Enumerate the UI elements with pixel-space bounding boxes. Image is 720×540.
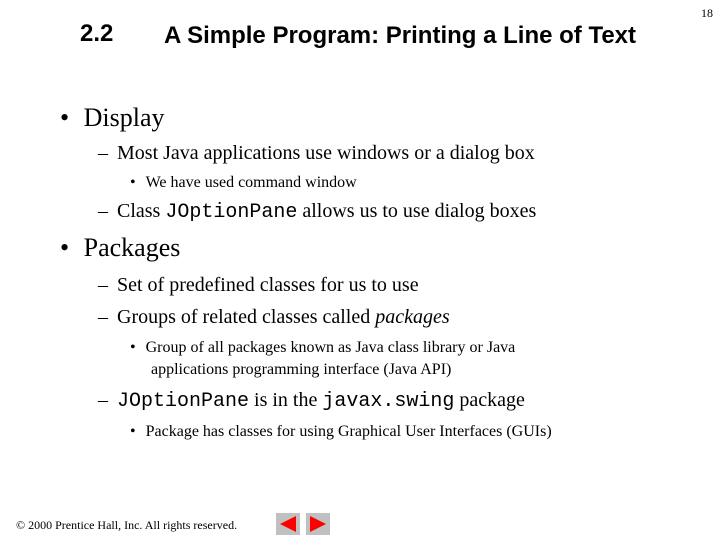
sub-sub-bullet-gui (130, 423, 552, 441)
sub-sub-bullet-command (130, 174, 357, 192)
left-triangle-icon (276, 513, 300, 535)
right-triangle-icon (306, 513, 330, 535)
sub-sub-bullet-java-api (130, 339, 515, 357)
text-groups: Groups of related classes called (117, 306, 376, 328)
dash: – (98, 306, 108, 328)
java-api-line1: Group of all packages known as Java class library or Java (145, 339, 516, 356)
bullet-display (60, 103, 165, 133)
dash: – (98, 274, 108, 296)
java-api-line2: applications programming interface (Java API) (151, 361, 452, 378)
copyright-footer: © 2000 Prentice Hall, Inc. All rights reserved. (16, 518, 238, 532)
sub-bullet-groups (98, 306, 450, 329)
code-joptionpane: JOptionPane (165, 201, 298, 224)
sub-sub-bullet-gui-text: Package has classes for using Graphical User Interfaces (GUIs) (145, 423, 552, 440)
code-joptionpane-2: JOptionPane (117, 390, 250, 413)
slide-title: A Simple Program: Printing a Line of Text (163, 22, 637, 49)
sub-bullet-windows (98, 142, 535, 165)
bullet-dot: • (130, 174, 136, 191)
code-javax-swing: javax.swing (322, 390, 455, 413)
text-dialog-boxes: allows us to use dialog boxes (297, 200, 537, 222)
page-number: 18 (701, 6, 713, 20)
bullet-dot: • (130, 339, 136, 356)
text-class: Class (117, 200, 166, 222)
sub-sub-bullet-command-text: We have used command window (145, 174, 357, 191)
bullet-display-text: Display (83, 103, 165, 132)
prev-slide-button[interactable] (276, 513, 300, 535)
sub-bullet-predefined (98, 274, 419, 297)
bullet-dot: • (130, 423, 136, 440)
dash: – (98, 200, 108, 222)
text-packages-italic: packages (375, 306, 450, 328)
next-slide-button[interactable] (306, 513, 330, 535)
sub-bullet-javax-swing (98, 389, 525, 413)
sub-bullet-predefined-text: Set of predefined classes for us to use (117, 274, 419, 296)
slide-number: 2.2 (80, 20, 114, 47)
sub-bullet-joptionpane (98, 200, 536, 224)
dash: – (98, 389, 108, 411)
bullet-packages-text: Packages (83, 233, 181, 262)
bullet-packages (60, 233, 180, 263)
bullet-dot: • (60, 103, 70, 132)
bullet-dot: • (60, 233, 70, 262)
text-package: package (454, 389, 525, 411)
dash: – (98, 142, 108, 164)
sub-bullet-windows-text: Most Java applications use windows or a dialog box (117, 142, 535, 164)
text-is-in-the: is in the (249, 389, 323, 411)
